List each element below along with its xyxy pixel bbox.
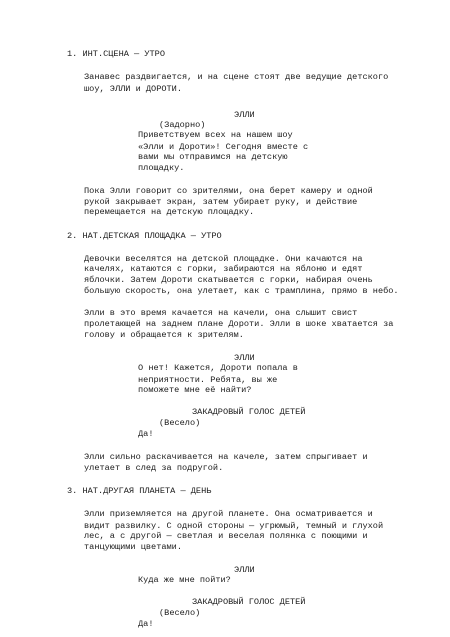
dialogue-line: Куда же мне пойти? — [138, 574, 231, 585]
action-line: голову и обращается к зрителям. — [84, 329, 244, 340]
action-line: Девочки веселятся на детской площадке. Они качаются на — [84, 253, 363, 264]
character-name: ЗАКАДРОВЫЙ ГОЛОС ДЕТЕЙ — [192, 597, 306, 608]
action-line: Элли приземляется на другой планете. Она осматривается и — [84, 509, 373, 520]
action-line: рукой закрывает экран, затем убирает руку, и действие — [84, 196, 358, 207]
dialogue-line: Да! — [138, 428, 154, 439]
action-line: улетает в след за подругой. — [84, 462, 224, 473]
action-line: Элли в это время качается на качели, она слышит свист — [84, 308, 358, 319]
dialogue-line: неприятности. Ребята, вы же — [138, 374, 278, 385]
parenthetical: (Весело) — [159, 417, 201, 428]
dialogue-line: поможете мне её найти? — [138, 384, 252, 395]
character-name: ЭЛЛИ — [234, 353, 255, 364]
action-line: Занавес раздвигается, и на сцене стоят две ведущие детского — [84, 72, 389, 83]
action-line: Пока Элли говорит со зрителями, она берет камеру и одной — [84, 185, 373, 196]
action-line: яблочки. Затем Дороти скатывается с горки, набирая очень — [84, 275, 373, 286]
dialogue-line: Приветствуем всех на нашем шоу — [138, 130, 293, 141]
parenthetical: (Весело) — [159, 607, 201, 618]
action-line: танцующими цветами. — [84, 542, 182, 553]
action-line: шоу, ЭЛЛИ и ДОРОТИ. — [84, 83, 182, 94]
character-name: ЗАКАДРОВЫЙ ГОЛОС ДЕТЕЙ — [192, 407, 306, 418]
dialogue-line: Да! — [138, 618, 154, 629]
action-line: большую скорость, она улетает, как с трамплина, прямо в небо. — [84, 285, 399, 296]
dialogue-line: «Элли и Дороти»! Сегодня вместе с — [138, 141, 309, 152]
dialogue-line: вами мы отправимся на детскую — [138, 151, 288, 162]
character-name: ЭЛЛИ — [234, 109, 255, 120]
dialogue-line: площадку. — [138, 163, 185, 174]
scene-heading: 1. ИНТ.СЦЕНА — УТРО — [67, 49, 165, 59]
scene-heading: 3. НАТ.ДРУГАЯ ПЛАНЕТА — ДЕНЬ — [67, 485, 212, 496]
action-line: качелях, катаются с горки, забираются на яблоню и едят — [84, 264, 363, 275]
action-line: перемещается на детскую площадку. — [84, 207, 255, 218]
action-line: лес, а с другой — светлая и веселая полянка с поющими и — [84, 530, 368, 541]
character-name: ЭЛЛИ — [234, 564, 255, 575]
action-line: пролетающей на заднем плане Дороти. Элли в шоке хватается за — [84, 319, 394, 330]
scene-heading: 2. НАТ.ДЕТСКАЯ ПЛОЩАДКА — УТРО — [67, 230, 222, 241]
dialogue-line: О нет! Кажется, Дороти попала в — [138, 363, 298, 374]
parenthetical: (Задорно) — [159, 120, 206, 131]
action-line: Элли сильно раскачивается на качеле, затем спрыгивает и — [84, 452, 368, 463]
action-line: видит развилку. С одной стороны — угрюмый, темный и глухой — [84, 520, 384, 531]
